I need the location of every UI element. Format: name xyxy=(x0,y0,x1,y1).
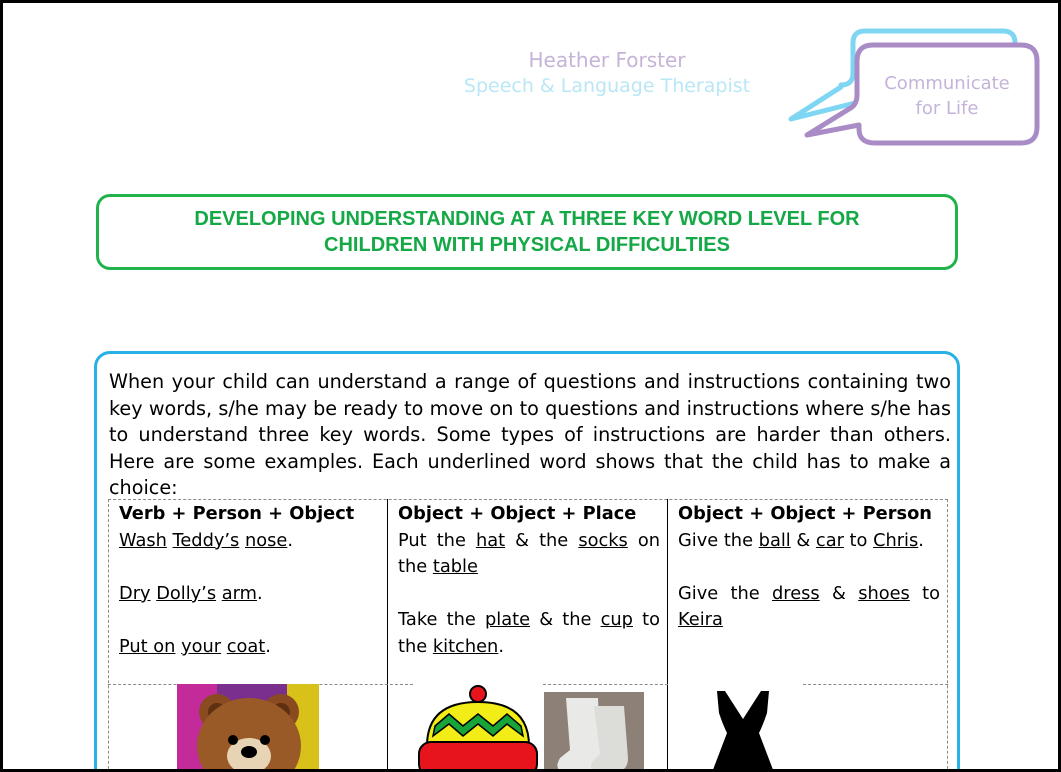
teddy-bear-image xyxy=(177,684,319,772)
therapist-header xyxy=(443,47,771,99)
example-sentence: Give the dress & shoes to Keira xyxy=(678,582,940,631)
example-sentence: Put on your coat. xyxy=(119,635,271,657)
logo-line-1: Communicate xyxy=(884,73,1010,94)
column-heading: Object + Object + Person xyxy=(678,503,932,524)
example-sentence: Put the hat & the socks on the table xyxy=(398,529,660,578)
example-sentence: Take the plate & the cup to the kitchen. xyxy=(398,609,660,657)
example-sentence: Give the ball & car to Chris. xyxy=(678,529,924,551)
socks-image xyxy=(544,692,644,772)
title-line-2: CHILDREN WITH PHYSICAL DIFFICULTIES xyxy=(324,234,730,256)
column-verb-person-object xyxy=(119,501,381,687)
intro-paragraph: When your child can understand a range of questions and instructions containing two key words, s/he may be ready to move on to questions and instructions where s/he has to understand three key words. Some types of instructions are harder than others. Here are some examples. Each underlined word shows that the child has to make a choice: xyxy=(109,370,951,500)
title-line-1: DEVELOPING UNDERSTANDING AT A THREE KEY WORD LEVEL FOR xyxy=(194,208,860,230)
column-object-object-place xyxy=(398,501,660,687)
column-object-object-person xyxy=(678,501,940,661)
woolly-hat-image xyxy=(413,684,543,772)
title-box xyxy=(96,194,958,270)
column-divider-2 xyxy=(667,499,668,772)
row-divider-3 xyxy=(803,684,948,685)
column-heading: Verb + Person + Object xyxy=(119,503,355,524)
dress-image xyxy=(703,689,783,772)
therapist-name: Heather Forster xyxy=(528,48,686,72)
column-heading: Object + Object + Place xyxy=(398,503,637,524)
logo-line-2: for Life xyxy=(915,98,979,119)
logo-text xyxy=(865,71,1029,121)
example-sentence: Dry Dolly’s arm. xyxy=(119,582,263,604)
therapist-role: Speech & Language Therapist xyxy=(463,75,751,97)
example-sentence: Wash Teddy’s nose. xyxy=(119,529,293,551)
column-divider-1 xyxy=(387,499,388,772)
